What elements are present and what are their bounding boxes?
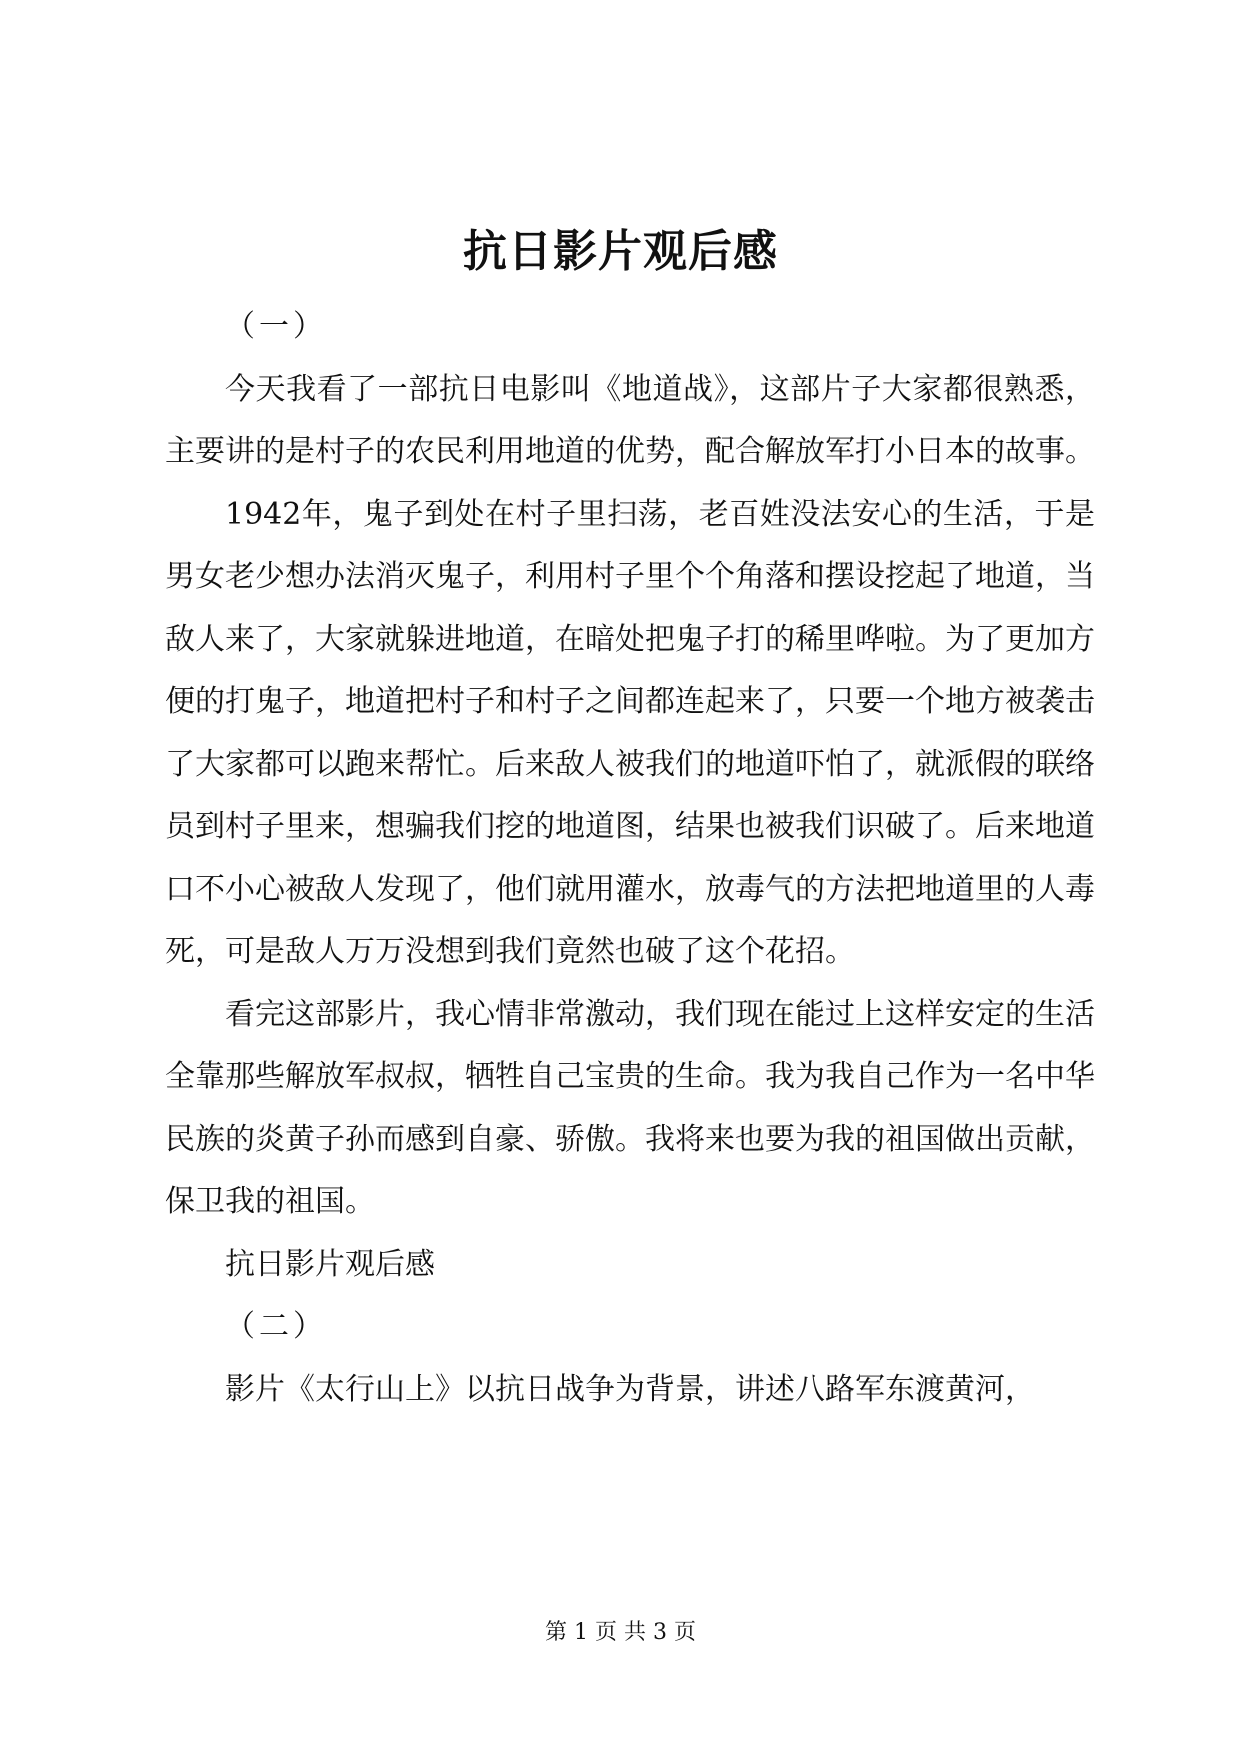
section-marker-2: （二）	[225, 1309, 327, 1344]
document-body	[165, 296, 1095, 1421]
paragraph-intro: 今天我看了一部抗日电影叫《地道战》，这部片子大家都很熟悉，主要讲的是村子的农民利用地道的优势，配合解放军打小日本的故事。	[165, 371, 1095, 469]
paragraph-second-intro: 影片《太行山上》以抗日战争为背景，讲述八路军东渡黄河，	[225, 1371, 1035, 1407]
section-subtitle: 抗日影片观后感	[225, 1246, 435, 1282]
page-footer: 第 1 页 共 3 页	[545, 1620, 696, 1645]
paragraph-reflection: 看完这部影片，我心情非常激动，我们现在能过上这样安定的生活全靠那些解放军叔叔，牺牲自己宝贵的生命。我为我自己作为一名中华民族的炎黄子孙而感到自豪、骄傲。我将来也要为我的祖国做出贡献，保卫我的祖国。	[165, 996, 1095, 1219]
document-title: 抗日影片观后感	[463, 226, 778, 277]
paragraph-story: 1942年，鬼子到处在村子里扫荡，老百姓没法安心的生活，于是男女老少想办法消灭鬼子，利用村子里个个角落和摆设挖起了地道，当敌人来了，大家就躲进地道，在暗处把鬼子打的稀里哗啦。为了更加方便的打鬼子，地道把村子和村子之间都连起来了，只要一个地方被袭击了大家都可以跑来帮忙。后来敌人被我们的地道吓怕了，就派假的联络员到村子里来，想骗我们挖的地道图，结果也被我们识破了。后来地道口不小心被敌人发现了，他们就用灌水，放毒气的方法把地道里的人毒死，可是敌人万万没想到我们竟然也破了这个花招。	[165, 496, 1095, 969]
section-marker-1: （一）	[225, 309, 327, 344]
